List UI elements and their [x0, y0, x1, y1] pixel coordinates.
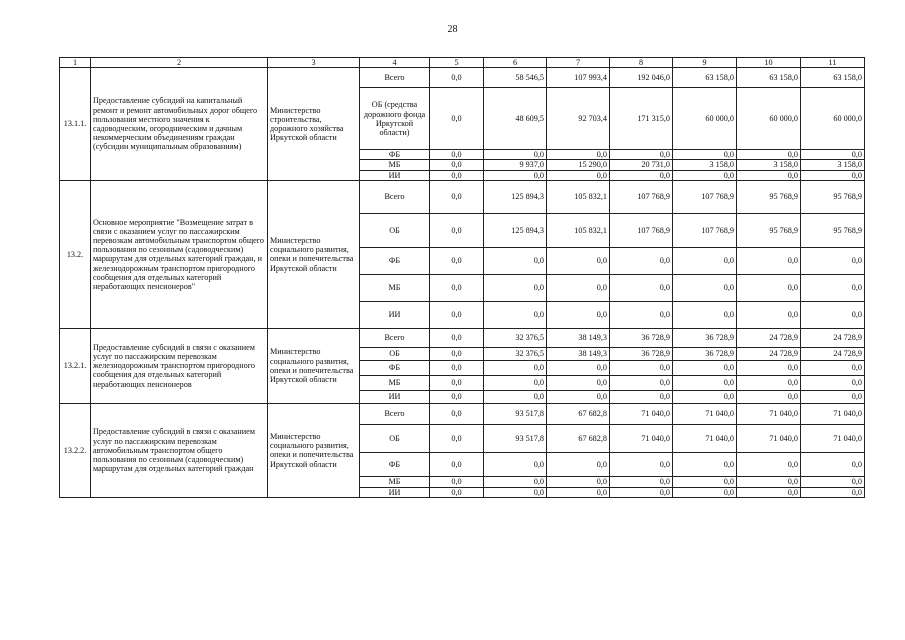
amount-cell: 71 040,0 — [610, 424, 673, 452]
column-number: 3 — [268, 58, 360, 68]
funding-source: ОБ — [360, 213, 430, 247]
amount-cell: 171 315,0 — [610, 88, 673, 150]
funding-source: Всего — [360, 328, 430, 347]
amount-cell: 0,0 — [610, 487, 673, 497]
amount-cell: 0,0 — [737, 375, 801, 390]
amount-cell: 24 728,9 — [737, 328, 801, 347]
amount-cell: 0,0 — [430, 301, 484, 328]
amount-cell: 0,0 — [430, 328, 484, 347]
amount-cell: 0,0 — [737, 170, 801, 180]
amount-cell: 0,0 — [673, 487, 737, 497]
column-number: 2 — [91, 58, 268, 68]
column-number: 4 — [360, 58, 430, 68]
amount-cell: 63 158,0 — [737, 68, 801, 88]
amount-cell: 0,0 — [673, 301, 737, 328]
amount-cell: 0,0 — [673, 247, 737, 274]
executor: Министерство социального развития, опеки и попечительства Иркутской области — [268, 328, 360, 403]
amount-cell: 0,0 — [430, 170, 484, 180]
column-number: 9 — [673, 58, 737, 68]
amount-cell: 107 993,4 — [547, 68, 610, 88]
amount-cell: 0,0 — [484, 247, 547, 274]
amount-cell: 0,0 — [484, 390, 547, 403]
amount-cell: 0,0 — [801, 274, 865, 301]
budget-table-body — [60, 58, 865, 498]
amount-cell: 38 149,3 — [547, 328, 610, 347]
amount-cell: 0,0 — [801, 375, 865, 390]
amount-cell: 0,0 — [673, 476, 737, 487]
amount-cell: 67 682,8 — [547, 403, 610, 424]
measure-name: Предоставление субсидий в связи с оказанием услуг по пассажирским перевозкам автомобильным транспортом общего пользования по сезонным (садоводческим) маршрутам для отдельных категорий граждан — [91, 403, 268, 497]
budget-table — [59, 57, 865, 498]
column-number: 10 — [737, 58, 801, 68]
amount-cell: 0,0 — [547, 360, 610, 375]
funding-source: ФБ — [360, 360, 430, 375]
amount-cell: 71 040,0 — [673, 403, 737, 424]
table-row — [60, 328, 865, 347]
amount-cell: 0,0 — [484, 170, 547, 180]
section-code: 13.2.2. — [60, 403, 91, 497]
amount-cell: 0,0 — [430, 88, 484, 150]
amount-cell: 107 768,9 — [610, 180, 673, 213]
funding-source: ОБ (средства дорожного фонда Иркутской области) — [360, 88, 430, 150]
amount-cell: 0,0 — [610, 390, 673, 403]
amount-cell: 0,0 — [547, 390, 610, 403]
column-number: 7 — [547, 58, 610, 68]
amount-cell: 0,0 — [547, 247, 610, 274]
amount-cell: 0,0 — [430, 213, 484, 247]
amount-cell: 36 728,9 — [673, 347, 737, 360]
executor: Министерство социального развития, опеки и попечительства Иркутской области — [268, 403, 360, 497]
amount-cell: 0,0 — [610, 476, 673, 487]
amount-cell: 0,0 — [430, 150, 484, 160]
amount-cell: 107 768,9 — [673, 213, 737, 247]
amount-cell: 0,0 — [430, 390, 484, 403]
amount-cell: 0,0 — [430, 487, 484, 497]
amount-cell: 0,0 — [430, 476, 484, 487]
amount-cell: 0,0 — [484, 452, 547, 476]
amount-cell: 36 728,9 — [673, 328, 737, 347]
amount-cell: 36 728,9 — [610, 328, 673, 347]
amount-cell: 107 768,9 — [610, 213, 673, 247]
amount-cell: 0,0 — [430, 247, 484, 274]
funding-source: МБ — [360, 274, 430, 301]
amount-cell: 0,0 — [673, 452, 737, 476]
amount-cell: 95 768,9 — [737, 180, 801, 213]
amount-cell: 0,0 — [673, 170, 737, 180]
table-row — [60, 68, 865, 88]
amount-cell: 58 546,5 — [484, 68, 547, 88]
amount-cell: 32 376,5 — [484, 328, 547, 347]
amount-cell: 93 517,8 — [484, 403, 547, 424]
amount-cell: 192 046,0 — [610, 68, 673, 88]
amount-cell: 0,0 — [484, 301, 547, 328]
column-number: 6 — [484, 58, 547, 68]
funding-source: МБ — [360, 375, 430, 390]
executor: Министерство социального развития, опеки и попечительства Иркутской области — [268, 180, 360, 328]
amount-cell: 0,0 — [737, 301, 801, 328]
amount-cell: 0,0 — [547, 301, 610, 328]
amount-cell: 0,0 — [430, 360, 484, 375]
amount-cell: 71 040,0 — [801, 403, 865, 424]
amount-cell: 0,0 — [430, 160, 484, 170]
amount-cell: 60 000,0 — [737, 88, 801, 150]
amount-cell: 24 728,9 — [801, 347, 865, 360]
amount-cell: 0,0 — [801, 452, 865, 476]
table-row — [60, 180, 865, 213]
funding-source: МБ — [360, 160, 430, 170]
funding-source: ИИ — [360, 487, 430, 497]
section-code: 13.2.1. — [60, 328, 91, 403]
amount-cell: 105 832,1 — [547, 180, 610, 213]
amount-cell: 0,0 — [737, 360, 801, 375]
amount-cell: 60 000,0 — [801, 88, 865, 150]
column-number-row — [60, 58, 865, 68]
measure-name: Предоставление субсидий в связи с оказанием услуг по пассажирским перевозкам железнодорожным транспортом пригородного сообщения для отдельных категорий неработающих пенсионеров — [91, 328, 268, 403]
amount-cell: 0,0 — [801, 170, 865, 180]
amount-cell: 0,0 — [737, 476, 801, 487]
amount-cell: 0,0 — [610, 360, 673, 375]
amount-cell: 71 040,0 — [801, 424, 865, 452]
amount-cell: 3 158,0 — [801, 160, 865, 170]
amount-cell: 0,0 — [673, 390, 737, 403]
amount-cell: 0,0 — [801, 247, 865, 274]
amount-cell: 107 768,9 — [673, 180, 737, 213]
amount-cell: 105 832,1 — [547, 213, 610, 247]
amount-cell: 71 040,0 — [737, 403, 801, 424]
amount-cell: 0,0 — [547, 170, 610, 180]
amount-cell: 38 149,3 — [547, 347, 610, 360]
amount-cell: 0,0 — [484, 487, 547, 497]
amount-cell: 0,0 — [801, 476, 865, 487]
amount-cell: 93 517,8 — [484, 424, 547, 452]
page-number: 28 — [447, 24, 458, 35]
amount-cell: 0,0 — [430, 403, 484, 424]
amount-cell: 24 728,9 — [801, 328, 865, 347]
amount-cell: 0,0 — [547, 487, 610, 497]
amount-cell: 0,0 — [484, 375, 547, 390]
amount-cell: 0,0 — [737, 247, 801, 274]
amount-cell: 0,0 — [801, 301, 865, 328]
column-number: 8 — [610, 58, 673, 68]
table-row — [60, 403, 865, 424]
amount-cell: 63 158,0 — [801, 68, 865, 88]
amount-cell: 0,0 — [547, 452, 610, 476]
column-number: 1 — [60, 58, 91, 68]
amount-cell: 9 937,0 — [484, 160, 547, 170]
amount-cell: 0,0 — [673, 150, 737, 160]
amount-cell: 0,0 — [547, 274, 610, 301]
funding-source: ФБ — [360, 150, 430, 160]
amount-cell: 95 768,9 — [801, 180, 865, 213]
measure-name: Предоставление субсидий на капитальный ремонт и ремонт автомобильных дорог общего пользования местного значения к садоводческим, огородническим и дачным некоммерческим объединениям граждан (субсидии муниципальным образованиям) — [91, 68, 268, 181]
amount-cell: 92 703,4 — [547, 88, 610, 150]
amount-cell: 15 290,0 — [547, 160, 610, 170]
amount-cell: 71 040,0 — [673, 424, 737, 452]
funding-source: ОБ — [360, 347, 430, 360]
amount-cell: 0,0 — [737, 390, 801, 403]
funding-source: ФБ — [360, 247, 430, 274]
column-number: 11 — [801, 58, 865, 68]
amount-cell: 0,0 — [737, 487, 801, 497]
amount-cell: 48 609,5 — [484, 88, 547, 150]
funding-source: Всего — [360, 403, 430, 424]
amount-cell: 71 040,0 — [737, 424, 801, 452]
section-code: 13.1.1. — [60, 68, 91, 181]
amount-cell: 0,0 — [547, 476, 610, 487]
amount-cell: 0,0 — [484, 476, 547, 487]
funding-source: МБ — [360, 476, 430, 487]
amount-cell: 0,0 — [610, 274, 673, 301]
amount-cell: 0,0 — [801, 150, 865, 160]
amount-cell: 0,0 — [801, 390, 865, 403]
amount-cell: 0,0 — [737, 274, 801, 301]
amount-cell: 0,0 — [801, 360, 865, 375]
amount-cell: 0,0 — [610, 150, 673, 160]
amount-cell: 32 376,5 — [484, 347, 547, 360]
amount-cell: 36 728,9 — [610, 347, 673, 360]
amount-cell: 0,0 — [610, 301, 673, 328]
amount-cell: 3 158,0 — [673, 160, 737, 170]
funding-source: ИИ — [360, 301, 430, 328]
amount-cell: 0,0 — [737, 150, 801, 160]
amount-cell: 0,0 — [430, 347, 484, 360]
amount-cell: 0,0 — [801, 487, 865, 497]
amount-cell: 125 894,3 — [484, 213, 547, 247]
amount-cell: 0,0 — [673, 375, 737, 390]
amount-cell: 0,0 — [610, 375, 673, 390]
amount-cell: 71 040,0 — [610, 403, 673, 424]
column-number: 5 — [430, 58, 484, 68]
amount-cell: 95 768,9 — [801, 213, 865, 247]
amount-cell: 0,0 — [430, 68, 484, 88]
amount-cell: 0,0 — [430, 375, 484, 390]
executor: Министерство строительства, дорожного хозяйства Иркутской области — [268, 68, 360, 181]
amount-cell: 0,0 — [610, 452, 673, 476]
amount-cell: 95 768,9 — [737, 213, 801, 247]
amount-cell: 0,0 — [673, 274, 737, 301]
amount-cell: 0,0 — [737, 452, 801, 476]
amount-cell: 0,0 — [547, 150, 610, 160]
funding-source: Всего — [360, 180, 430, 213]
funding-source: ОБ — [360, 424, 430, 452]
funding-source: ИИ — [360, 170, 430, 180]
amount-cell: 0,0 — [610, 247, 673, 274]
amount-cell: 63 158,0 — [673, 68, 737, 88]
measure-name: Основное мероприятие "Возмещение затрат в связи с оказанием услуг по пассажирским перевозкам автомобильным транспортом общего пользования по сезонным (садоводческим) маршрутам для отдельных категорий граждан, и железнодорожным транспортом пригородного сообщения для отдельных категорий неработающих пенсионеров" — [91, 180, 268, 328]
amount-cell: 0,0 — [547, 375, 610, 390]
amount-cell: 20 731,0 — [610, 160, 673, 170]
amount-cell: 0,0 — [610, 170, 673, 180]
amount-cell: 0,0 — [484, 150, 547, 160]
amount-cell: 60 000,0 — [673, 88, 737, 150]
amount-cell: 3 158,0 — [737, 160, 801, 170]
amount-cell: 0,0 — [673, 360, 737, 375]
amount-cell: 0,0 — [430, 452, 484, 476]
amount-cell: 0,0 — [430, 180, 484, 213]
amount-cell: 0,0 — [484, 274, 547, 301]
amount-cell: 24 728,9 — [737, 347, 801, 360]
amount-cell: 67 682,8 — [547, 424, 610, 452]
funding-source: ФБ — [360, 452, 430, 476]
funding-source: Всего — [360, 68, 430, 88]
amount-cell: 0,0 — [484, 360, 547, 375]
funding-source: ИИ — [360, 390, 430, 403]
amount-cell: 0,0 — [430, 424, 484, 452]
amount-cell: 0,0 — [430, 274, 484, 301]
amount-cell: 125 894,3 — [484, 180, 547, 213]
section-code: 13.2. — [60, 180, 91, 328]
